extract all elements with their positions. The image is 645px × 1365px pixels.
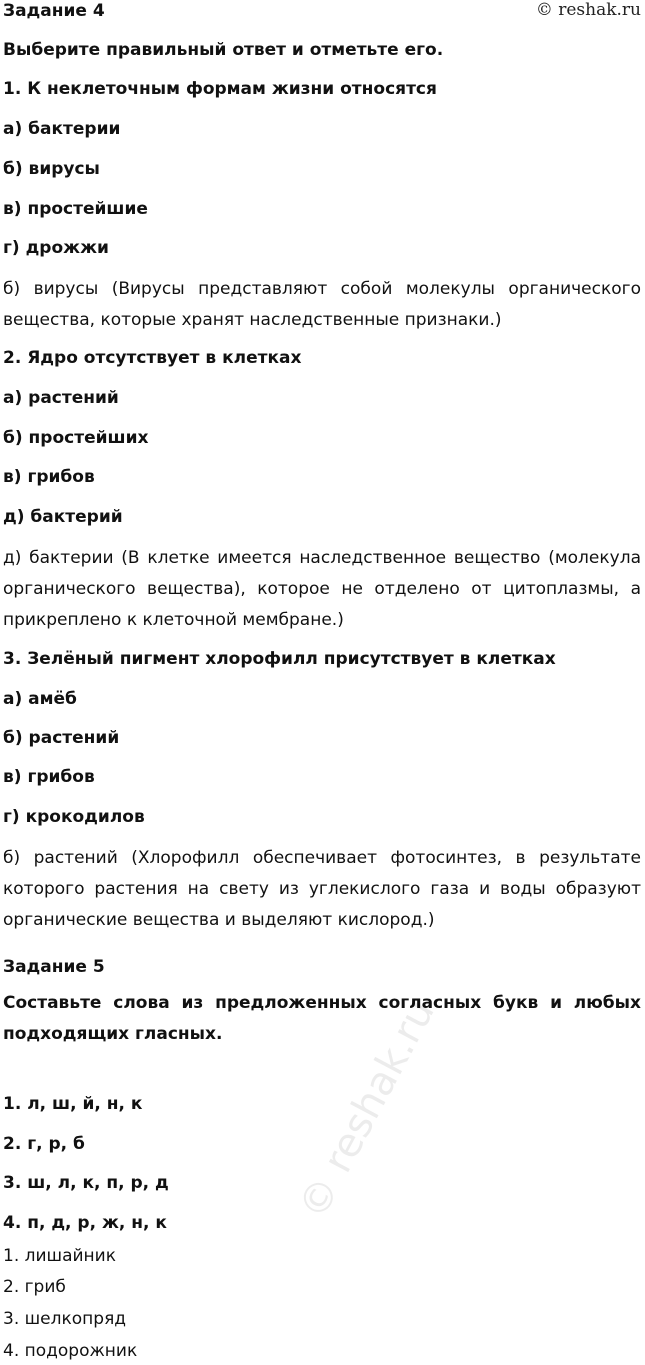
copyright-label: © reshak.ru [535, 0, 641, 20]
task5-answer-1: 1. лишайник [3, 1246, 116, 1266]
q1-option-a: а) бактерии [3, 119, 121, 139]
q2-option-b: б) простейших [3, 428, 149, 448]
task5-answer-4: 4. подорожник [3, 1341, 138, 1361]
task5-item-3: 3. ш, л, к, п, р, д [3, 1173, 169, 1193]
q3-option-b: б) растений [3, 728, 120, 748]
q3-option-d: г) крокодилов [3, 807, 145, 827]
q1-option-d: г) дрожжи [3, 238, 109, 258]
q3-option-c: в) грибов [3, 767, 95, 787]
q2-question: 2. Ядро отсутствует в клетках [3, 348, 302, 368]
task5-item-4: 4. п, д, р, ж, н, к [3, 1213, 167, 1233]
q1-question: 1. К неклеточным формам жизни относятся [3, 79, 437, 99]
task5-answer-2: 2. гриб [3, 1277, 66, 1297]
watermark: © reshak.ru [290, 991, 444, 1227]
q3-question: 3. Зелёный пигмент хлорофилл присутствует в клетках [3, 649, 556, 669]
q2-option-c: в) грибов [3, 467, 95, 487]
task5-item-2: 2. г, р, б [3, 1134, 85, 1154]
q2-answer: д) бактерии (В клетке имеется наследственное вещество (молекула органического вещества), которое не отделено от цитоплазмы, а прикреплено к клеточной мембране.) [3, 548, 641, 630]
task5-instruction: Составьте слова из предложенных согласных букв и любых подходящих гласных. [3, 993, 641, 1044]
q1-option-c: в) простейшие [3, 199, 148, 219]
q2-option-d: д) бактерий [3, 507, 123, 527]
q2-option-a: а) растений [3, 388, 119, 408]
q3-answer: б) растений (Хлорофилл обеспечивает фотосинтез, в результате которого растения на свету из углекислого газа и воды образуют органические вещества и выделяют кислород.) [3, 848, 641, 930]
task5-answer-3: 3. шелкопряд [3, 1309, 127, 1329]
q1-answer: б) вирусы (Вирусы представляют собой молекулы органического вещества, которые хранят наследственные признаки.) [3, 279, 641, 330]
q1-option-b: б) вирусы [3, 159, 100, 179]
task5-item-1: 1. л, ш, й, н, к [3, 1094, 143, 1114]
task4-title: Задание 4 [3, 1, 105, 21]
task5-title: Задание 5 [3, 957, 105, 977]
q3-option-a: а) амёб [3, 689, 77, 709]
instruction: Выберите правильный ответ и отметьте его. [3, 40, 444, 60]
